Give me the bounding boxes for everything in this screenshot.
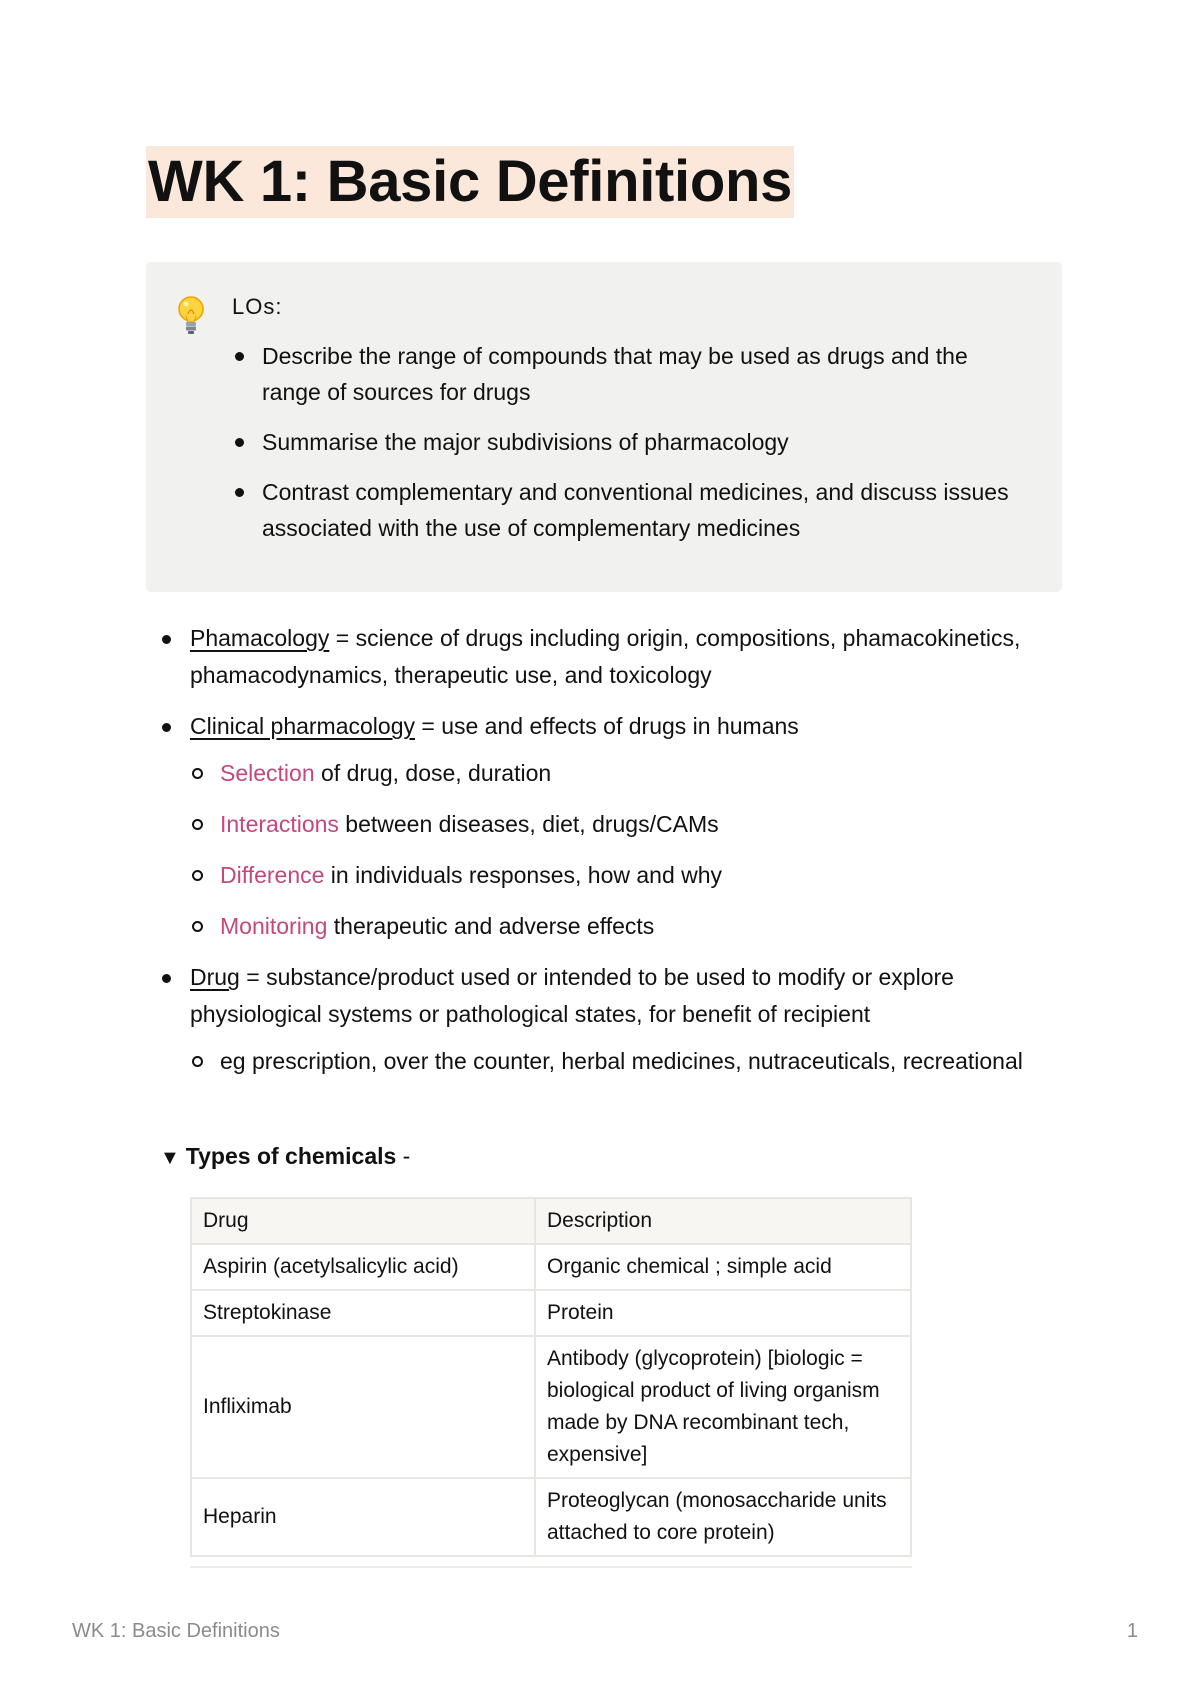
list-item: Contrast complementary and conventional medicines, and discuss issues associated with the use of complementary medicines — [232, 474, 1032, 546]
callout-label: LOs: — [232, 294, 283, 319]
table-header-row — [191, 1198, 911, 1244]
table-row — [191, 1244, 911, 1290]
term: Drug — [190, 964, 240, 990]
table-cell: Infliximab — [191, 1336, 535, 1478]
table-row — [191, 1336, 911, 1478]
table-row — [191, 1290, 911, 1336]
list-item — [190, 755, 1040, 792]
table-cell: Heparin — [191, 1478, 535, 1556]
definition-text: = use and effects of drugs in humans — [415, 713, 799, 739]
term: Clinical pharmacology — [190, 713, 415, 739]
toggle-suffix: - — [396, 1143, 411, 1169]
definitions-section — [160, 620, 1040, 1094]
subitem-text: between diseases, diet, drugs/CAMs — [338, 811, 719, 837]
table-cell: Organic chemical ; simple acid — [535, 1244, 911, 1290]
list-item — [190, 908, 1040, 945]
highlight-text: Difference — [220, 862, 325, 888]
objectives-list — [232, 338, 1032, 560]
lightbulb-icon — [174, 294, 208, 336]
page-title: WK 1: Basic Definitions — [146, 146, 794, 218]
table-cell: Antibody (glycoprotein) [biologic = biological product of living organism made by DNA recombinant tech, expensive] — [535, 1336, 911, 1478]
list-item: Describe the range of compounds that may be used as drugs and the range of sources for drugs — [232, 338, 1032, 410]
triangle-down-icon[interactable]: ▼ — [160, 1147, 180, 1169]
table-continuation-divider — [190, 1566, 912, 1568]
column-header-drug: Drug — [191, 1198, 535, 1244]
definition-text: = substance/product used or intended to be used to modify or explore physiological systems or pathological states, for benefit of recipient — [190, 964, 954, 1027]
definition-pharmacology — [160, 620, 1040, 694]
highlight-text: Monitoring — [220, 913, 328, 939]
definitions-list — [160, 620, 1040, 1080]
learning-objectives-callout — [146, 262, 1062, 592]
definition-drug — [160, 959, 1040, 1080]
table-cell: Streptokinase — [191, 1290, 535, 1336]
types-of-chemicals-toggle[interactable] — [160, 1138, 410, 1176]
title-block — [146, 146, 794, 218]
table-cell: Aspirin (acetylsalicylic acid) — [191, 1244, 535, 1290]
chemicals-table — [190, 1197, 912, 1557]
definition-text: = science of drugs including origin, compositions, phamacokinetics, phamacodynamics, therapeutic use, and toxicology — [190, 625, 1021, 688]
footer-title: WK 1: Basic Definitions — [72, 1620, 280, 1642]
subitem-text: of drug, dose, duration — [314, 760, 552, 786]
drug-subitems — [190, 1043, 1040, 1080]
column-header-description: Description — [535, 1198, 911, 1244]
list-item — [190, 806, 1040, 843]
term: Phamacology — [190, 625, 330, 651]
table-cell: Protein — [535, 1290, 911, 1336]
highlight-text: Selection — [220, 760, 315, 786]
subitem-text: therapeutic and adverse effects — [327, 913, 655, 939]
highlight-text: Interactions — [220, 811, 339, 837]
definition-clinical-pharmacology — [160, 708, 1040, 945]
toggle-label: Types of chemicals — [185, 1143, 397, 1169]
clinical-subitems — [190, 755, 1040, 945]
list-item: eg prescription, over the counter, herbal medicines, nutraceuticals, recreational — [190, 1043, 1040, 1080]
list-item: Summarise the major subdivisions of pharmacology — [232, 424, 1032, 460]
list-item — [190, 857, 1040, 894]
page-number: 1 — [1126, 1620, 1138, 1642]
table-cell: Proteoglycan (monosaccharide units attached to core protein) — [535, 1478, 911, 1556]
table-row — [191, 1478, 911, 1556]
subitem-text: in individuals responses, how and why — [324, 862, 723, 888]
